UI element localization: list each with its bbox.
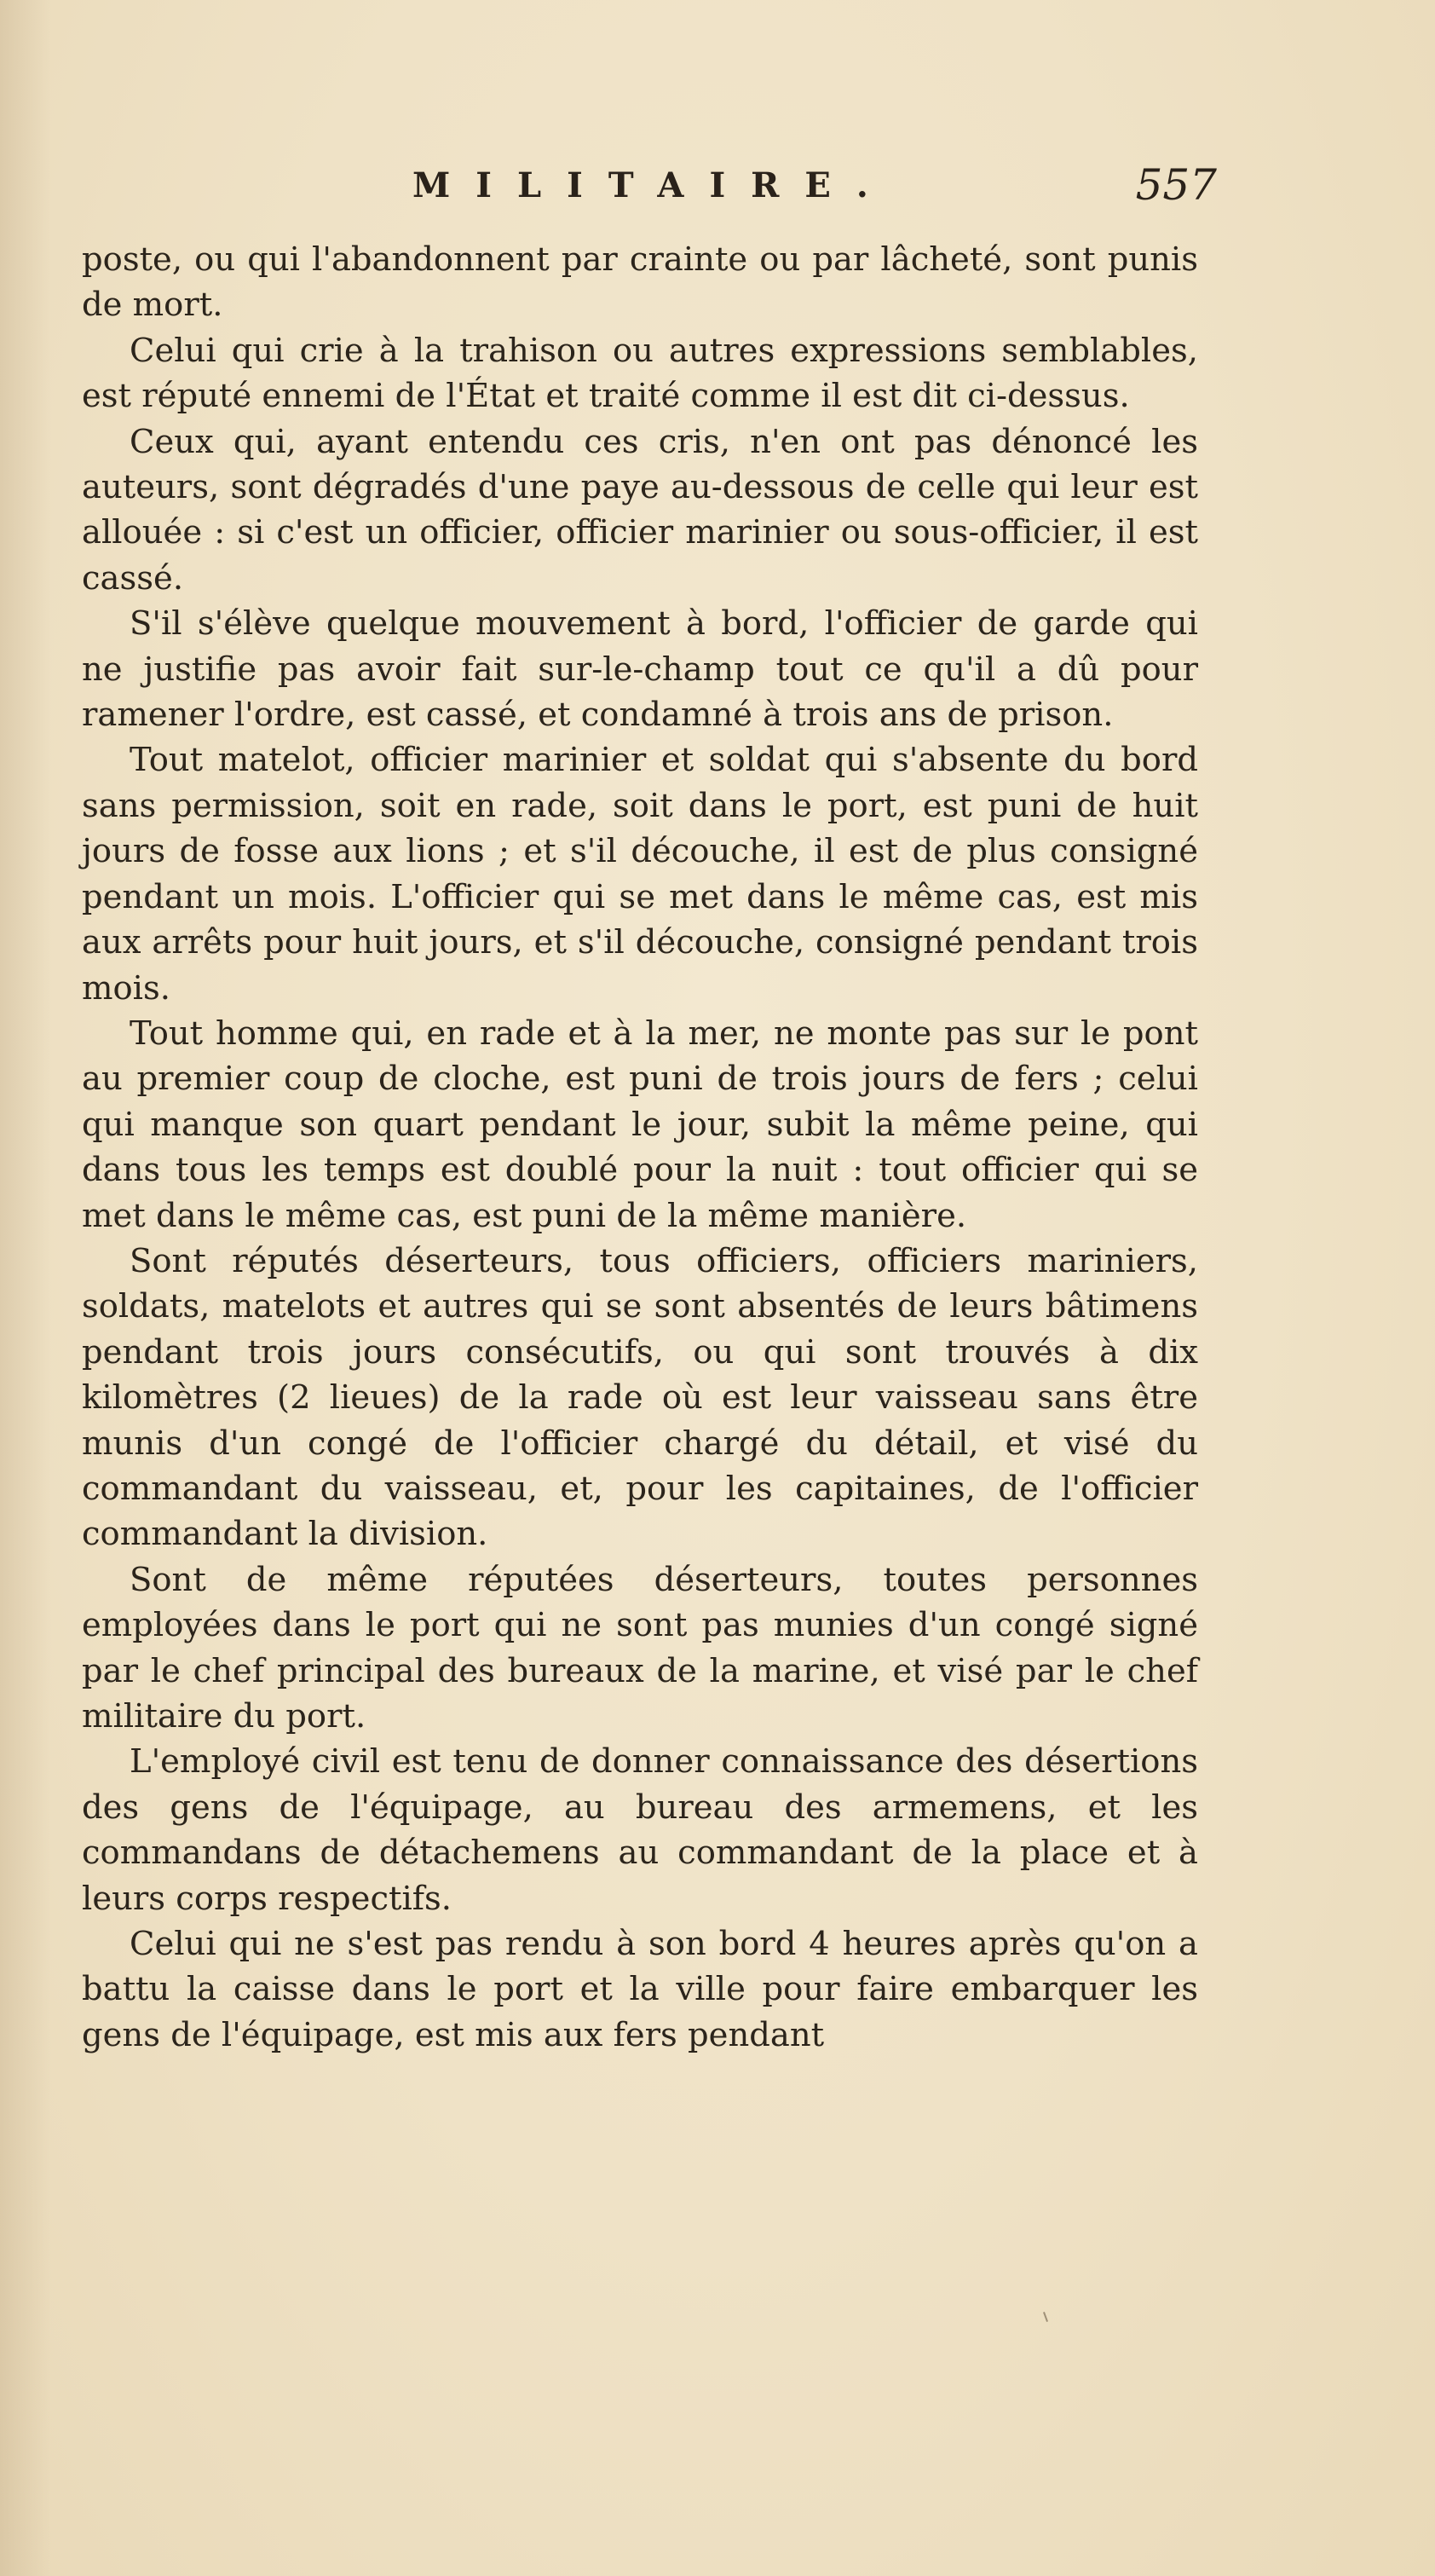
paragraph: Celui qui ne s'est pas rendu à son bord 4 heures après qu'on a battu la caisse dans le port et la ville pour faire embarquer les gens de l'équipage, est mis aux fers pendant xyxy=(82,1925,1198,2054)
page-number: 557 xyxy=(1135,160,1217,210)
ink-speck xyxy=(1043,2312,1048,2322)
page-header xyxy=(82,160,1217,220)
paragraph: Sont de même réputées déserteurs, toutes personnes employées dans le port qui ne sont pas munies d'un congé signé par le chef principal des bureaux de la marine, et visé par le chef militaire du port. xyxy=(82,1560,1198,1736)
paragraph: Celui qui crie à la trahison ou autres expressions semblables, est réputé ennemi de l'État et traité comme il est dit ci-dessus. xyxy=(82,331,1198,416)
paragraph: L'employé civil est tenu de donner connaissance des désertions des gens de l'équipage, au bureau des armemens, et les commandans de détachemens au commandant de la place et à leurs corps respectifs. xyxy=(82,1742,1198,1918)
paragraph: Sont réputés déserteurs, tous officiers, officiers mariniers, soldats, matelots et autres qui se sont absentés de leurs bâtimens pendant trois jours consécutifs, ou qui sont trouvés à dix kilomètres (2 lieues) de la rade où est leur vaisseau sans être munis d'un congé de l'officier chargé du détail, et visé du commandant du vaisseau, et, pour les capitaines, de l'officier commandant la division. xyxy=(82,1241,1198,1554)
page-gutter-shadow xyxy=(0,0,51,2576)
running-title: MILITAIRE. xyxy=(412,165,894,205)
paragraph: Tout homme qui, en rade et à la mer, ne monte pas sur le pont au premier coup de cloche, est puni de trois jours de fers ; celui qui manque son quart pendant le jour, subit la même peine, qui dans tous les temps est doublé pour la nuit : tout officier qui se met dans le même cas, est puni de la même manière. xyxy=(82,1014,1198,1235)
paragraph: poste, ou qui l'abandonnent par crainte ou par lâcheté, sont punis de mort. xyxy=(82,240,1198,325)
body-text xyxy=(82,237,1198,2058)
paragraph: S'il s'élève quelque mouvement à bord, l'officier de garde qui ne justifie pas avoir fait sur-le-champ tout ce qu'il a dû pour ramener l'ordre, est cassé, et condamné à trois ans de prison. xyxy=(82,604,1198,735)
paragraph: Ceux qui, ayant entendu ces cris, n'en ont pas dénoncé les auteurs, sont dégradés d'une paye au-dessous de celle qui leur est allouée : si c'est un officier, officier marinier ou sous-officier, il est cassé. xyxy=(82,422,1198,598)
paragraph: Tout matelot, officier marinier et soldat qui s'absente du bord sans permission, soit en rade, soit dans le port, est puni de huit jours de fosse aux lions ; et s'il découche, il est de plus consigné pendant un mois. L'officier qui se met dans le même cas, est mis aux arrêts pour huit jours, et s'il découche, consigné pendant trois mois. xyxy=(82,741,1198,1008)
